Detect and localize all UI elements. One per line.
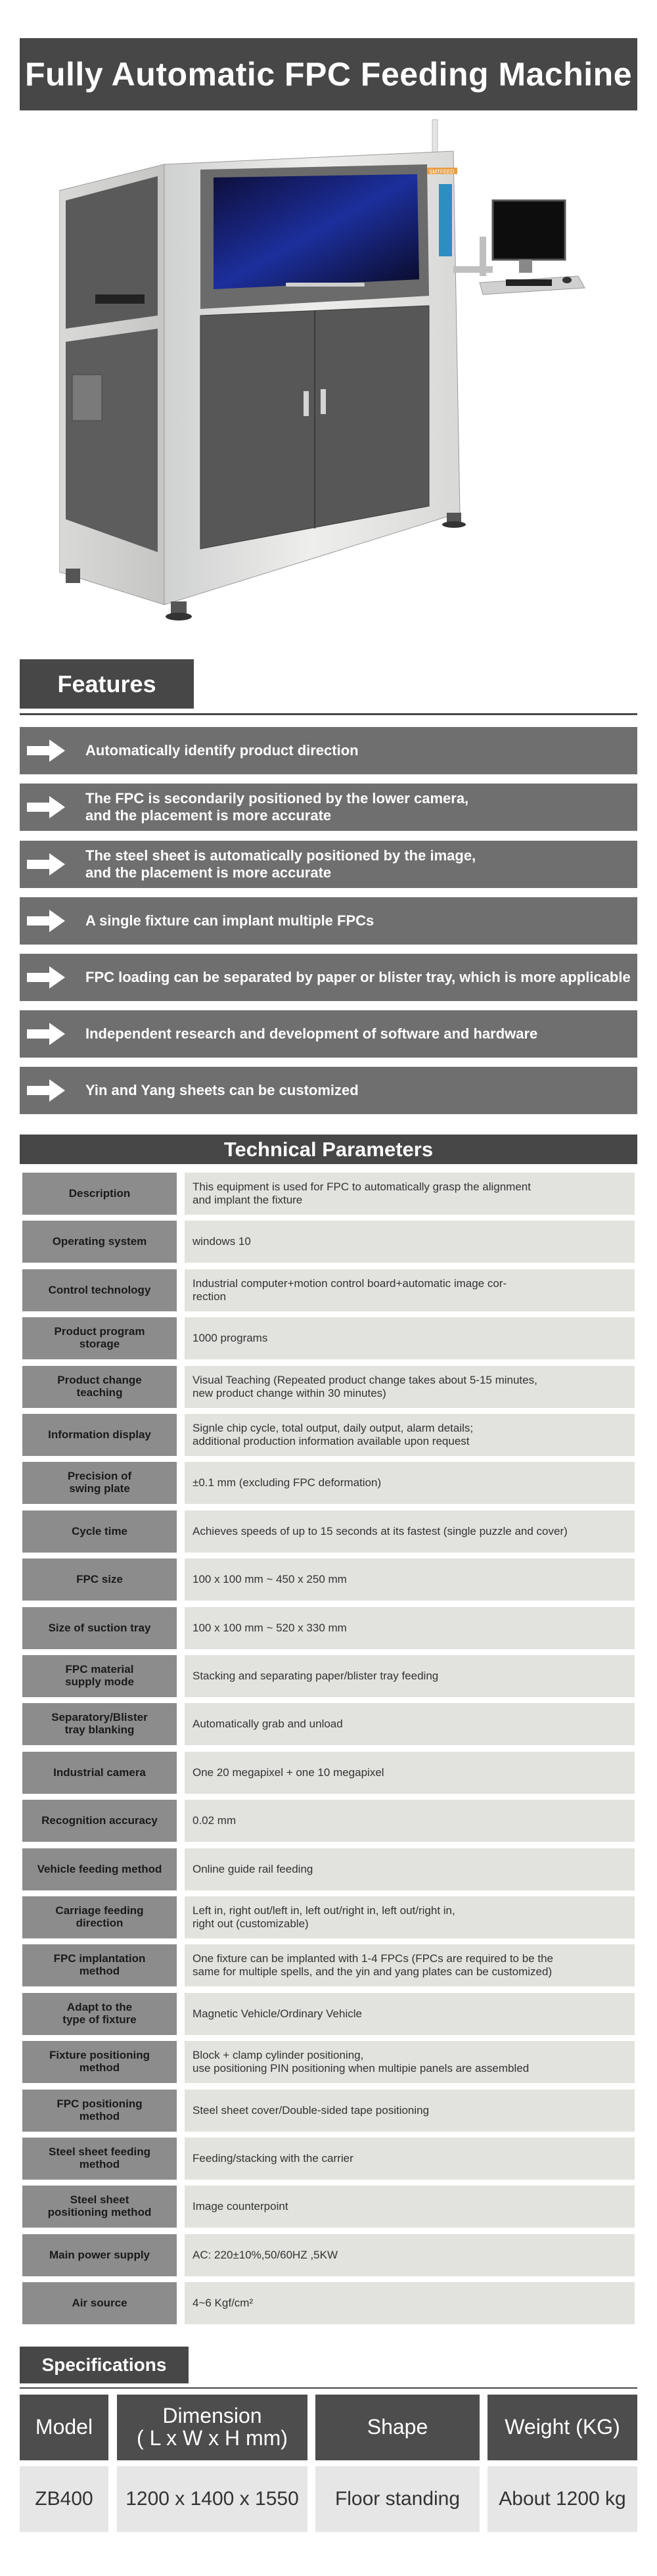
feature-item [20, 897, 637, 945]
parameter-value: 100 x 100 mm ~ 450 x 250 mm [185, 1558, 635, 1601]
parameter-value: Signle chip cycle, total output, daily output, alarm details; additional production information available upon request [185, 1414, 635, 1456]
parameter-value: Left in, right out/left in, left out/right in, left out/right in, right out (customizable) [185, 1896, 635, 1938]
spec-header: Dimension ( L x W x H mm) [117, 2395, 307, 2460]
parameter-row [22, 1703, 635, 1745]
parameter-value: Automatically grab and unload [185, 1703, 635, 1745]
parameter-label: Operating system [22, 1221, 177, 1263]
parameter-row [22, 2090, 635, 2132]
feature-item [20, 1067, 637, 1114]
parameter-label: Product program storage [22, 1317, 177, 1359]
parameter-label: FPC material supply mode [22, 1655, 177, 1697]
parameter-value: AC: 220±10%,50/60HZ ,5KW [185, 2234, 635, 2276]
parameter-row [22, 1655, 635, 1697]
parameter-row [22, 2186, 635, 2228]
parameter-label: Control technology [22, 1269, 177, 1311]
parameter-row [22, 1800, 635, 1842]
arrow-right-icon [20, 1010, 72, 1058]
parameter-value: Achieves speeds of up to 15 seconds at its fastest (single puzzle and cover) [185, 1510, 635, 1553]
parameter-value: 0.02 mm [185, 1800, 635, 1842]
arrow-right-icon [20, 1067, 72, 1114]
parameter-label: Fixture positioning method [22, 2041, 177, 2083]
parameter-row [22, 2282, 635, 2324]
brand-label: SMTFEED [429, 169, 455, 175]
feature-text: The FPC is secondarily positioned by the lower camera, and the placement is more accurate [85, 790, 469, 824]
parameter-value: Stacking and separating paper/blister tray feeding [185, 1655, 635, 1697]
parameter-value: 1000 programs [185, 1317, 635, 1359]
parameter-row [22, 1269, 635, 1311]
parameter-value: One 20 megapixel + one 10 megapixel [185, 1752, 635, 1794]
parameter-value: Image counterpoint [185, 2186, 635, 2228]
feature-text: Yin and Yang sheets can be customized [85, 1082, 359, 1099]
arrow-right-icon [20, 784, 72, 831]
features-heading: Features [20, 659, 194, 709]
parameter-label: Size of suction tray [22, 1607, 177, 1649]
spec-value: About 1200 kg [487, 2466, 637, 2532]
parameter-value: Magnetic Vehicle/Ordinary Vehicle [185, 1993, 635, 2035]
parameter-label: FPC size [22, 1558, 177, 1601]
specifications-divider [20, 2387, 637, 2389]
parameter-value: Steel sheet cover/Double-sided tape positioning [185, 2090, 635, 2132]
parameter-label: Adapt to the type of fixture [22, 1993, 177, 2035]
parameter-row [22, 1848, 635, 1890]
parameter-value: One fixture can be implanted with 1-4 FPCs (FPCs are required to be the same for multiple spells, and the yin and yang plates can be customized) [185, 1944, 635, 1986]
spec-value: ZB400 [20, 2466, 108, 2532]
feature-item [20, 954, 637, 1001]
spec-header: Weight (KG) [487, 2395, 637, 2460]
parameter-row [22, 1366, 635, 1408]
parameter-label: Product change teaching [22, 1366, 177, 1408]
parameter-label: Separatory/Blister tray blanking [22, 1703, 177, 1745]
parameter-value: ±0.1 mm (excluding FPC deformation) [185, 1462, 635, 1504]
parameter-value: 100 x 100 mm ~ 520 x 330 mm [185, 1607, 635, 1649]
feature-text: Automatically identify product direction [85, 742, 359, 759]
parameter-label: FPC implantation method [22, 1944, 177, 1986]
parameter-label: FPC positioning method [22, 2090, 177, 2132]
parameter-label: Information display [22, 1414, 177, 1456]
parameter-label: Air source [22, 2282, 177, 2324]
machine-illustration [59, 118, 611, 631]
parameter-value: Industrial computer+motion control board+automatic image cor- rection [185, 1269, 635, 1311]
parameter-label: Precision of swing plate [22, 1462, 177, 1504]
parameter-value: Block + clamp cylinder positioning, use positioning PIN positioning when multipie panels are assembled [185, 2041, 635, 2083]
parameter-row [22, 1993, 635, 2035]
parameter-value: windows 10 [185, 1221, 635, 1263]
parameter-row [22, 1607, 635, 1649]
feature-item [20, 727, 637, 774]
arrow-right-icon [20, 897, 72, 945]
parameter-label: Steel sheet feeding method [22, 2138, 177, 2180]
parameter-value: Visual Teaching (Repeated product change takes about 5-15 minutes, new product change within 30 minutes) [185, 1366, 635, 1408]
technical-parameters-heading: Technical Parameters [20, 1135, 637, 1164]
parameter-value: Feeding/stacking with the carrier [185, 2138, 635, 2180]
parameter-row [22, 1558, 635, 1601]
parameter-value: This equipment is used for FPC to automatically grasp the alignment and implant the fixture [185, 1173, 635, 1215]
parameter-label: Recognition accuracy [22, 1800, 177, 1842]
feature-item [20, 1010, 637, 1058]
parameter-row [22, 2041, 635, 2083]
parameter-label: Industrial camera [22, 1752, 177, 1794]
arrow-right-icon [20, 841, 72, 888]
feature-text: The steel sheet is automatically positioned by the image, and the placement is more accurate [85, 847, 476, 881]
parameter-row [22, 1752, 635, 1794]
arrow-right-icon [20, 727, 72, 774]
specifications-heading: Specifications [20, 2347, 189, 2383]
spec-value: Floor standing [315, 2466, 480, 2532]
feature-text: FPC loading can be separated by paper or blister tray, which is more applicable [85, 969, 631, 986]
spec-header: Model [20, 2395, 108, 2460]
parameter-label: Steel sheet positioning method [22, 2186, 177, 2228]
page-title: Fully Automatic FPC Feeding Machine [20, 38, 637, 110]
parameter-row [22, 1317, 635, 1359]
parameter-label: Description [22, 1173, 177, 1215]
parameter-row [22, 1510, 635, 1553]
features-divider [20, 713, 637, 715]
feature-item [20, 841, 637, 888]
parameter-row [22, 2234, 635, 2276]
parameter-label: Main power supply [22, 2234, 177, 2276]
parameter-label: Carriage feeding direction [22, 1896, 177, 1938]
arrow-right-icon [20, 954, 72, 1001]
spec-value: 1200 x 1400 x 1550 [117, 2466, 307, 2532]
parameter-label: Cycle time [22, 1510, 177, 1553]
parameter-row [22, 1173, 635, 1215]
parameter-row [22, 1944, 635, 1986]
parameter-row [22, 1896, 635, 1938]
parameter-label: Vehicle feeding method [22, 1848, 177, 1890]
parameter-row [22, 1221, 635, 1263]
feature-text: Independent research and development of software and hardware [85, 1025, 538, 1042]
parameter-row [22, 1414, 635, 1456]
parameter-value: Online guide rail feeding [185, 1848, 635, 1890]
parameter-row [22, 1462, 635, 1504]
spec-header: Shape [315, 2395, 480, 2460]
feature-item [20, 784, 637, 831]
parameter-value: 4~6 Kgf/cm² [185, 2282, 635, 2324]
parameter-row [22, 2138, 635, 2180]
feature-text: A single fixture can implant multiple FPCs [85, 912, 374, 929]
